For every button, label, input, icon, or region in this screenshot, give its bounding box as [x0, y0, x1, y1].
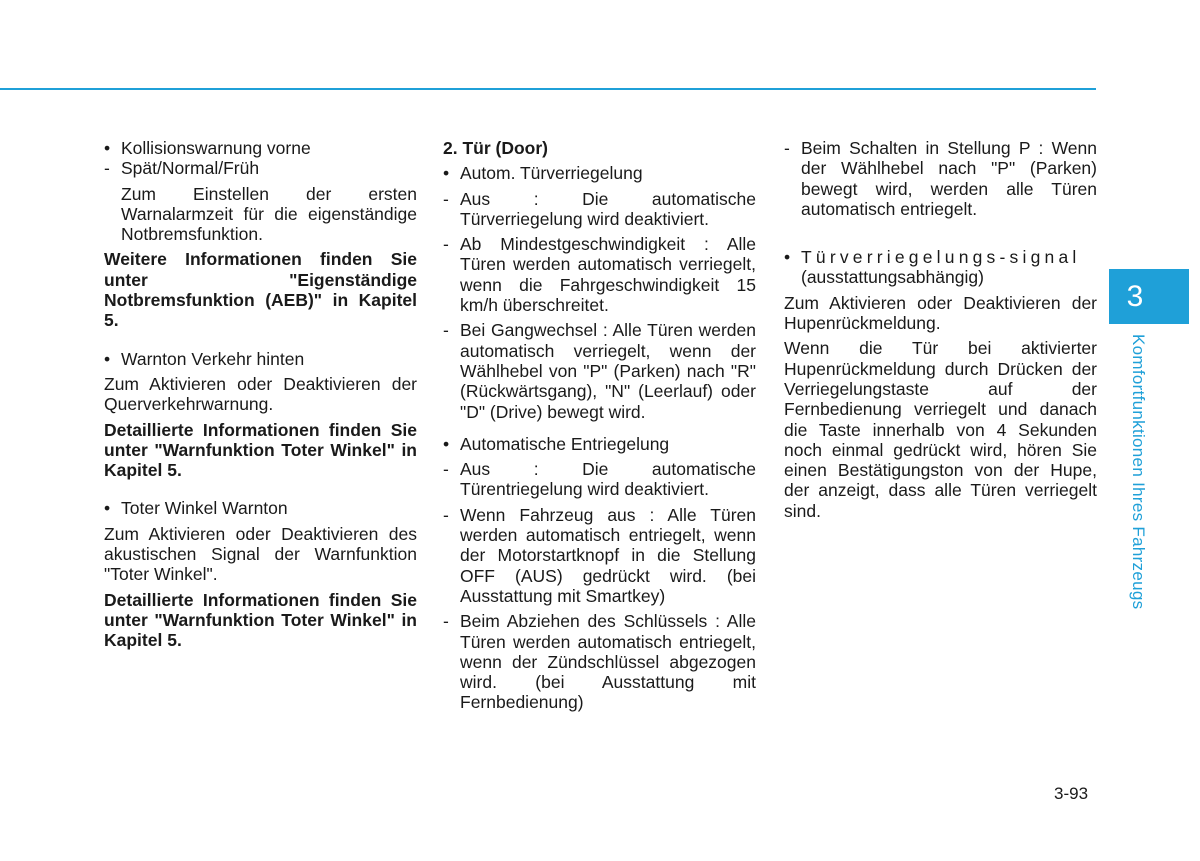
bullet-item	[784, 247, 1097, 288]
dash-item	[443, 189, 756, 230]
item-text: Aus : Die automatische Türentriegelung wird deaktiviert.	[460, 459, 756, 500]
info-note: Detaillierte Informationen finden Sie unter "Warnfunktion Toter Winkel" in Kapitel 5.	[104, 589, 417, 651]
item-description: Zum Einstellen der ersten Warnalarmzeit für die eigenständige Notbremsfunktion.	[121, 183, 417, 245]
item-text: Kollisionswarnung vorne	[121, 138, 311, 158]
item-note: (ausstattungsabhängig)	[801, 267, 984, 288]
info-note: Weitere Informationen finden Sie unter "Eigenständige Notbremsfunktion (AEB)" in Kapitel 5.	[104, 249, 417, 331]
chapter-title: Komfortfunktionen Ihres Fahrzeugs	[1129, 334, 1148, 610]
chapter-number: 3	[1126, 280, 1144, 313]
item-text: Bei Gangwechsel : Alle Türen werden automatisch verriegelt, wenn der Wählhebel von "P" (Parken) nach "R" (Rückwärtsgang), "N" (Leerlauf) oder "D" (Drive) bewegt wird.	[460, 320, 756, 422]
bullet-item	[443, 434, 756, 454]
item-text: Warnton Verkehr hinten	[121, 348, 305, 369]
paragraph: Zum Aktivieren oder Deaktivieren des akustischen Signal der Warnfunktion "Toter Winkel".	[104, 523, 417, 585]
dash-marker: -	[443, 234, 449, 255]
chapter-number-tab	[1109, 269, 1189, 324]
bullet-marker: •	[443, 163, 450, 184]
dash-item	[443, 611, 756, 712]
dash-item	[104, 158, 417, 178]
item-text: Türverriegelungs-signal	[801, 247, 1081, 268]
dash-marker: -	[104, 158, 110, 179]
bullet-item	[104, 498, 417, 518]
paragraph: Wenn die Tür bei aktivierter Hupenrückmeldung durch Drücken der Verriegelungstaste auf der Fernbedienung verriegelt und danach die Taste innerhalb von 4 Sekunden noch einmal gedrückt wird, hören Sie einen Bestätigungston von der Hupe, der anzeigt, dass alle Türen verriegelt sind.	[784, 338, 1097, 521]
bullet-item	[104, 138, 417, 158]
dash-item	[443, 320, 756, 421]
dash-item	[443, 459, 756, 500]
dash-marker: -	[443, 320, 449, 341]
item-text: Autom. Türverriegelung	[460, 163, 643, 184]
header-rule	[0, 88, 1096, 90]
info-note: Detaillierte Informationen finden Sie unter "Warnfunktion Toter Winkel" in Kapitel 5.	[104, 419, 417, 481]
column-1	[104, 138, 417, 651]
item-text: Wenn Fahrzeug aus : Alle Türen werden automatisch entriegelt, wenn der Motorstartknopf in die Stellung OFF (AUS) gedrückt wird. (bei Ausstattung mit Smartkey)	[460, 504, 756, 606]
dash-item	[443, 234, 756, 315]
dash-marker: -	[443, 611, 449, 632]
dash-item	[784, 138, 1097, 219]
item-text: Aus : Die automatische Türverriegelung wird deaktiviert.	[460, 188, 756, 229]
column-2	[443, 138, 756, 713]
bullet-item	[443, 163, 756, 183]
column-3	[784, 138, 1097, 521]
item-text: Beim Abziehen des Schlüssels : Alle Türen werden automatisch entriegelt, wenn der Zündschlüssel abgezogen wird. (bei Ausstattung mit Fernbedienung)	[460, 611, 756, 713]
item-text: Ab Mindestgeschwindigkeit : Alle Türen werden automatisch verriegelt, wenn die Fahrgeschwindigkeit 15 km/h überschreitet.	[460, 234, 756, 316]
item-text: Toter Winkel Warnton	[121, 498, 288, 519]
bullet-marker: •	[104, 348, 111, 369]
dash-marker: -	[443, 459, 449, 480]
bullet-marker: •	[104, 138, 111, 158]
item-text: Beim Schalten in Stellung P : Wenn der Wählhebel nach "P" (Parken) bewegt wird, werden alle Türen automatisch entriegelt.	[801, 138, 1097, 219]
paragraph: Zum Aktivieren oder Deaktivieren der Querverkehrwarnung.	[104, 373, 417, 415]
item-text: Automatische Entriegelung	[460, 433, 670, 454]
bullet-item	[104, 349, 417, 369]
bullet-marker: •	[104, 498, 111, 519]
dash-marker: -	[443, 188, 449, 209]
paragraph: Zum Aktivieren oder Deaktivieren der Hupenrückmeldung.	[784, 292, 1097, 334]
dash-item	[443, 505, 756, 606]
dash-marker: -	[443, 504, 449, 525]
bullet-marker: •	[784, 247, 791, 268]
item-text: Spät/Normal/Früh	[121, 158, 260, 179]
page-number: 3-93	[1054, 784, 1089, 803]
section-heading: 2. Tür (Door)	[443, 138, 548, 158]
bullet-marker: •	[443, 433, 450, 454]
dash-marker: -	[784, 138, 790, 158]
